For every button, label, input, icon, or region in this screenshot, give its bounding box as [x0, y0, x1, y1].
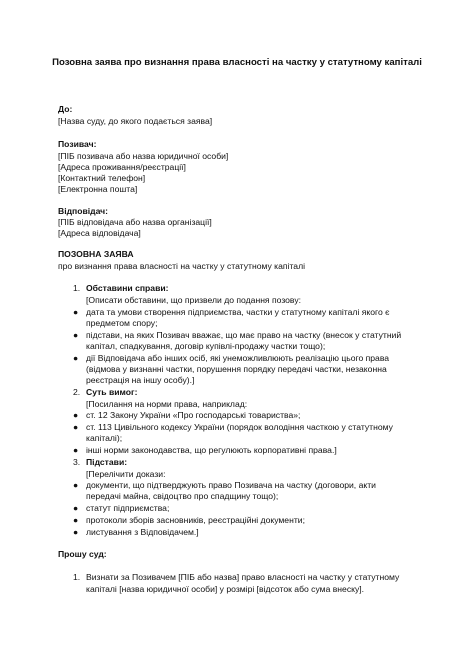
- bullet-text: дії Відповідача або інших осіб, які унеможливлюють реалізацію цього права: [86, 353, 390, 363]
- bullet-text: передачі майна, свідоцтво про спадщину тощо);: [86, 491, 279, 501]
- bullet-text: документи, що підтверджують право Позивача на частку (договори, акти: [86, 480, 376, 490]
- request-item-text: капіталі [назва юридичної особи] у розмірі [відсоток або сума внеску].: [86, 584, 365, 594]
- bullet-dot-icon: ●: [73, 422, 79, 432]
- defendant-address: [Адреса відповідача]: [58, 228, 141, 238]
- claim-subheading: про визнання права власності на частку у статутному капіталі: [58, 261, 305, 271]
- court-name: [Назва суду, до якого подається заява]: [58, 116, 213, 126]
- section-intro: [Описати обставини, що призвели до подання позову:: [86, 295, 301, 305]
- bullet-text: протоколи зборів засновників, реєстраційні документи;: [86, 515, 305, 525]
- bullet-dot-icon: ●: [73, 353, 79, 363]
- request-heading: Прошу суд:: [58, 549, 107, 559]
- bullet-text: дата та умови створення підприємства, частки у статутному капіталі якого є: [86, 307, 390, 317]
- bullet-dot-icon: ●: [73, 480, 79, 490]
- plaintiff-heading: Позивач:: [58, 139, 97, 149]
- to-heading: До:: [58, 104, 73, 114]
- plaintiff-email: [Електронна пошта]: [58, 184, 138, 194]
- section-intro: [Посилання на норми права, наприклад:: [86, 399, 248, 409]
- bullet-text: предметом спору;: [86, 318, 158, 328]
- bullet-text: (відмова у визнанні частки, порушення порядку передачі частки, незаконна: [86, 364, 387, 374]
- bullet-dot-icon: ●: [73, 503, 79, 513]
- bullet-dot-icon: ●: [73, 307, 79, 317]
- bullet-dot-icon: ●: [73, 527, 79, 537]
- bullet-dot-icon: ●: [73, 330, 79, 340]
- bullet-text: реєстрація на іншу особу).]: [86, 375, 195, 385]
- claim-heading: ПОЗОВНА ЗАЯВА: [58, 249, 134, 259]
- defendant-name: [ПІБ відповідача або назва організації]: [58, 217, 212, 227]
- bullet-text: підстави, на яких Позивач вважає, що має право на частку (внесок у статутний: [86, 330, 402, 340]
- bullet-dot-icon: ●: [73, 515, 79, 525]
- plaintiff-phone: [Контактний телефон]: [58, 173, 146, 183]
- section-number: 1.: [73, 283, 81, 293]
- section-intro: [Перелічити докази:: [86, 469, 166, 479]
- defendant-heading: Відповідач:: [58, 206, 109, 216]
- request-item-number: 1.: [73, 572, 81, 582]
- section-title: Суть вимог:: [86, 387, 138, 397]
- section-number: 2.: [73, 387, 81, 397]
- bullet-dot-icon: ●: [73, 445, 79, 455]
- bullet-text: капіталі);: [86, 433, 123, 443]
- section-title: Обставини справи:: [86, 283, 169, 293]
- document-title: Позовна заява про визнання права власності на частку у статутному капіталі: [52, 57, 422, 68]
- bullet-dot-icon: ●: [73, 410, 79, 420]
- bullet-text: капітал, спадкування, договір купівлі-продажу частки тощо);: [86, 341, 326, 351]
- section-title: Підстави:: [86, 457, 128, 467]
- bullet-text: ст. 113 Цивільного кодексу України (порядок володіння часткою у статутному: [86, 422, 393, 432]
- section-number: 3.: [73, 457, 81, 467]
- plaintiff-name: [ПІБ позивача або назва юридичної особи]: [58, 151, 229, 161]
- plaintiff-address: [Адреса проживання/реєстрації]: [58, 162, 186, 172]
- bullet-text: інші норми законодавства, що регулюють корпоративні права.]: [86, 445, 337, 455]
- request-item-text: Визнати за Позивачем [ПІБ або назва] право власності на частку у статутному: [86, 572, 400, 582]
- bullet-text: ст. 12 Закону України «Про господарські товариства»;: [86, 410, 301, 420]
- bullet-text: листування з Відповідачем.]: [86, 527, 199, 537]
- bullet-text: статут підприємства;: [86, 503, 170, 513]
